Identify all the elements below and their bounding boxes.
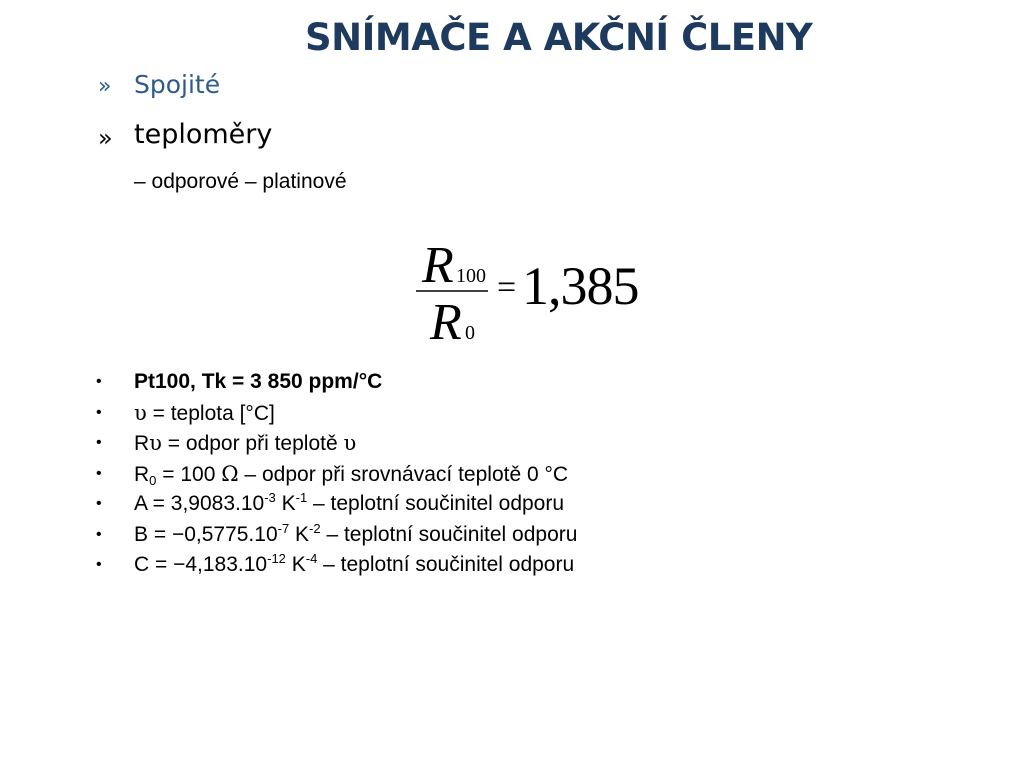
formula-numerator-symbol: R <box>422 237 454 294</box>
level1-item-teplomery: teploměry <box>134 119 273 150</box>
bullet-mid: K <box>285 553 306 576</box>
subtitle-line: – odporové – platinové <box>134 170 347 193</box>
bullet-dot: • <box>96 464 102 482</box>
bullet-dot: • <box>96 373 102 390</box>
omega-symbol: Ω <box>221 461 239 486</box>
formula-value: 1,385 <box>522 256 639 316</box>
bullet-pt100 <box>96 367 577 398</box>
slide-title: SNÍMAČE A AKČNÍ ČLENY <box>305 16 813 59</box>
bullet-dot: • <box>96 525 102 543</box>
bullet-r-theta <box>96 428 577 459</box>
exponent: -7 <box>277 520 290 536</box>
theta-symbol: υ <box>134 400 147 425</box>
bullet-text: = teplota [°C] <box>146 401 275 425</box>
bullet-coef-a <box>96 489 577 520</box>
bullet-list <box>96 367 577 581</box>
exponent: -4 <box>305 551 318 566</box>
theta-symbol: υ <box>343 431 357 455</box>
bullet-text: – odpor při srovnávací teplotě 0 °C <box>238 462 569 486</box>
bullet-dot: • <box>96 556 102 573</box>
bullet-text: Pt100, Tk = 3 850 ppm/°C <box>134 370 383 393</box>
formula-numerator-subscript: 100 <box>456 265 486 287</box>
exponent: -1 <box>295 490 308 505</box>
bullet-mid: K <box>289 522 310 546</box>
bullet-prefix: R <box>134 462 150 486</box>
bullet-text: – teplotní součinitel odporu <box>320 522 578 546</box>
exponent: -3 <box>264 490 276 505</box>
bullet-prefix: A = 3,9083.10 <box>134 492 265 515</box>
subscript: 0 <box>149 472 157 488</box>
formula-equals: = <box>497 269 517 306</box>
level1-item-spojite: Spojité <box>134 70 221 99</box>
bullet-prefix: B = −0,5775.10 <box>134 522 278 546</box>
bullet-dot: • <box>96 495 102 512</box>
exponent: -2 <box>309 520 321 536</box>
formula-denominator-subscript: 0 <box>465 322 475 344</box>
bullet-coef-c <box>96 550 577 581</box>
bullet-mid: K <box>275 492 296 515</box>
bullet-mid: = 100 <box>156 462 222 486</box>
bullet-dot: • <box>96 434 102 451</box>
bullet-prefix: C = −4,183.10 <box>134 553 268 576</box>
level1-marker: » <box>98 74 112 99</box>
theta-symbol: υ <box>149 431 162 455</box>
bullet-text: = odpor při teplotě <box>161 432 344 455</box>
bullet-text: – teplotní součinitel odporu <box>317 553 575 576</box>
bullet-theta-teplota <box>96 398 577 429</box>
formula-r100-r0 <box>414 236 654 346</box>
bullet-text: – teplotní součinitel odporu <box>307 492 565 515</box>
formula-denominator-symbol: R <box>430 294 462 346</box>
exponent: -12 <box>267 551 286 566</box>
level1-marker: » <box>98 124 113 152</box>
bullet-prefix: R <box>134 432 150 455</box>
bullet-dot: • <box>96 403 102 421</box>
bullet-r0 <box>96 459 577 490</box>
bullet-coef-b <box>96 520 577 551</box>
